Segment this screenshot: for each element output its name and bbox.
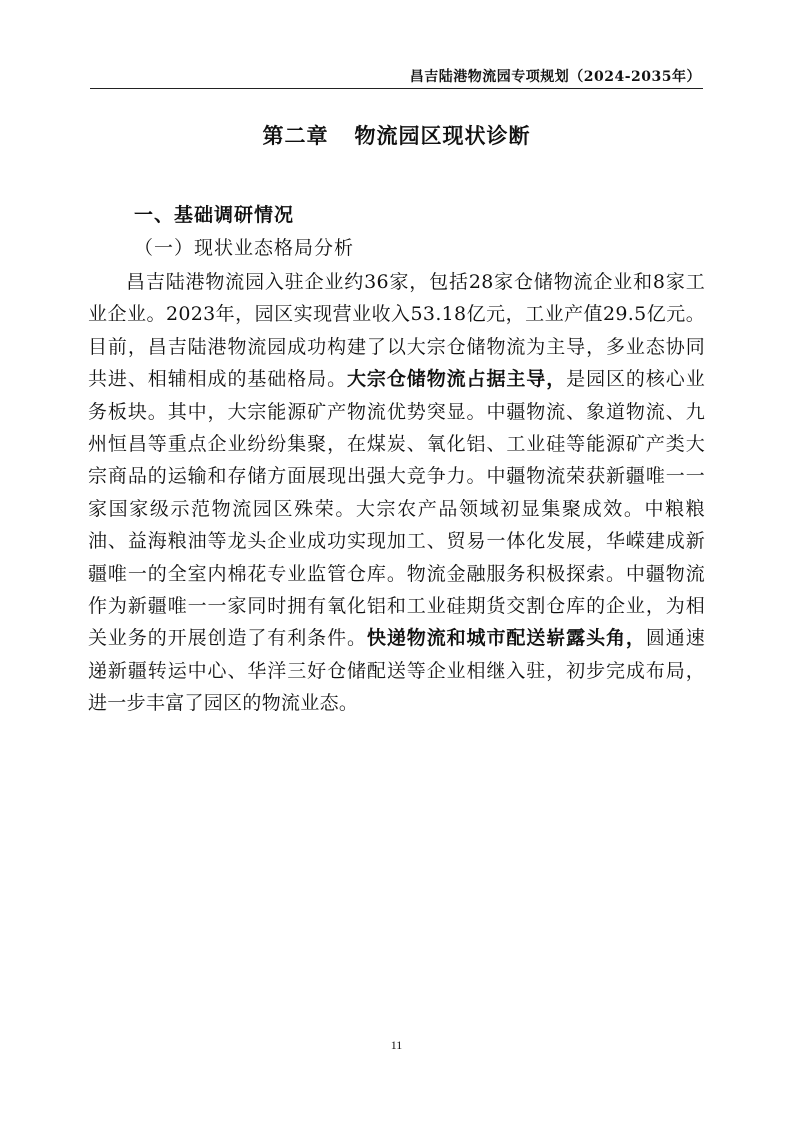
chapter-title [0, 120, 793, 150]
paragraph-text-3: 圆通速递新疆转运中心、华洋三好仓储配送等企业相继入驻，初步完成布局，进一步丰富了园区的物流业态。 [88, 627, 705, 715]
header-rule [90, 88, 703, 89]
page-number: 11 [390, 1038, 403, 1052]
bold-phrase-express-delivery: 快递物流和城市配送崭露头角， [366, 627, 646, 650]
sub-heading: （一）现状业态格局分析 [134, 237, 355, 259]
paragraph-text-1: 昌吉陆港物流园入驻企业约36家，包括28家仓储物流企业和8家工业企业。2023年，园区实现营业收入53.18亿元，工业产值29.5亿元。目前，昌吉陆港物流园成功构建了以大宗仓储物流为主导，多业态协同共进、相辅相成的基础格局。 [88, 271, 705, 391]
paragraph-text-2: 是园区的核心业务板块。其中，大宗能源矿产物流优势突显。中疆物流、象道物流、九州恒昌等重点企业纷纷集聚，在煤炭、氧化铝、工业硅等能源矿产类大宗商品的运输和存储方面展现出强大竞争力。中疆物流荣获新疆唯一一家国家级示范物流园区殊荣。大宗农产品领域初显集聚成效。中粮粮油、益海粮油等龙头企业成功实现加工、贸易一体化发展，华嵘建成新疆唯一的全室内棉花专业监管仓库。物流金融服务积极探索。中疆物流作为新疆唯一一家同时拥有氧化铝和工业硅期货交割仓库的企业，为相关业务的开展创造了有利条件。 [88, 368, 705, 650]
section-heading: 一、基础调研情况 [134, 204, 295, 226]
chapter-name: 物流园区现状诊断 [354, 123, 531, 148]
body-paragraph [88, 266, 705, 720]
running-header: 昌吉陆港物流园专项规划（2024-2035年） [409, 69, 701, 85]
chapter-number: 第二章 [262, 123, 329, 148]
bold-phrase-bulk-storage: 大宗仓储物流占据主导， [347, 368, 567, 391]
